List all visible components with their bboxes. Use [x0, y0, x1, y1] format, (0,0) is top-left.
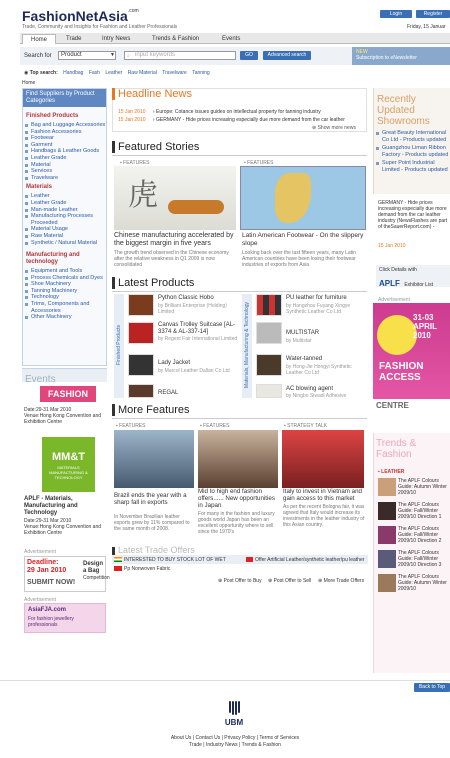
- materials-label-bar: [242, 294, 252, 398]
- post-sell-label: Post Offer to Sell: [273, 578, 312, 584]
- leather-label-text: LEATHER: [381, 469, 405, 475]
- sidebar-item[interactable]: Process Chemicals and Dyes: [23, 275, 106, 282]
- search-label: Search for: [24, 53, 52, 59]
- more-features-title: More Features: [118, 404, 190, 416]
- recent-showrooms-title: Recently Updated Showrooms: [377, 94, 430, 127]
- back-to-top-button[interactable]: Back to Top: [414, 683, 450, 692]
- aplf-top-text: Click Details with: [379, 267, 417, 273]
- newsletter-banner[interactable]: [352, 47, 450, 65]
- ad-centre: CENTRE: [373, 399, 450, 413]
- event-logo-fashion[interactable]: FASHION: [40, 386, 96, 402]
- product-thumb-pu[interactable]: [256, 294, 282, 316]
- post-icon: ⊕: [268, 578, 274, 584]
- showroom-item[interactable]: Guangzhou Liman Ribbon Factory - Products updated: [374, 145, 450, 158]
- ad-design: Design: [83, 561, 104, 567]
- category-sidebar: [22, 88, 107, 366]
- events-title: Events: [25, 374, 56, 385]
- login-button[interactable]: Login: [380, 10, 412, 18]
- product-name[interactable]: Python Classic Hobo: [158, 295, 214, 301]
- arrow-icon: ◉: [24, 70, 30, 76]
- trends-title: Trends & Fashion: [376, 438, 417, 460]
- sidebar-item[interactable]: Man-made Leather: [23, 207, 106, 214]
- materials-vlabel: Materials, Manufacturing & Technology: [244, 301, 250, 389]
- ubm-logo-icon: [226, 700, 242, 716]
- top-search-term[interactable]: Raw Material: [127, 70, 157, 76]
- finished-products-list: [23, 122, 106, 181]
- trade-title-clip: [118, 546, 368, 555]
- product-thumb-suitcase[interactable]: [128, 322, 154, 344]
- show-more-label: Show more news: [317, 125, 356, 131]
- post-offer-buy[interactable]: [218, 578, 262, 584]
- ad-dates: 31-03 APRIL 2010: [413, 313, 437, 340]
- product-name[interactable]: MULTISTAR: [286, 330, 320, 336]
- product-thumb-jacket[interactable]: [128, 354, 154, 376]
- flag-icon: [114, 557, 122, 562]
- footer-links-secondary[interactable]: Trade | Industry News | Trends & Fashion: [189, 742, 281, 748]
- product-name[interactable]: AC blowing agent: [286, 386, 334, 392]
- ad-fashion-access: FASHION ACCESS: [379, 361, 424, 383]
- trend-thumb[interactable]: [378, 574, 396, 592]
- plus-icon: ⊕: [312, 125, 318, 131]
- sidebar-item[interactable]: Leather Grade: [23, 155, 106, 162]
- feature-label: ▪ FEATURES: [116, 423, 146, 429]
- feature-label: ▪ FEATURES: [200, 423, 230, 429]
- story-title[interactable]: Chinese manufacturing accelerated by the biggest margin in five years: [114, 232, 234, 247]
- search-category-select[interactable]: [58, 51, 116, 60]
- sidebar-item[interactable]: Manufacturing Processes Proceeded: [23, 213, 106, 226]
- tab-trade[interactable]: Trade: [66, 36, 82, 42]
- product-supplier: by Regent Fair International Limited: [158, 336, 238, 342]
- top-search: [24, 70, 210, 76]
- trend-thumb[interactable]: [378, 550, 396, 568]
- search-go-button[interactable]: GO: [240, 51, 258, 60]
- more-features-accent: [112, 404, 115, 416]
- sidebar-item[interactable]: Services: [23, 168, 106, 175]
- news-date: 15 Jan 2010: [118, 117, 146, 123]
- story-body: Looking back over the last fifteen years, many Latin American countries have been losing their footwear industries of exports from Asia: [242, 250, 356, 268]
- map-shape: [275, 173, 311, 223]
- sidebar-item[interactable]: Fashion Accessories: [23, 129, 106, 136]
- product-supplier: by Ningbo Siwadi Adhesive: [286, 393, 347, 399]
- event-date: Date:29-31 Mar 2010: [24, 407, 72, 413]
- top-search-term[interactable]: Travelware: [162, 70, 187, 76]
- product-name[interactable]: Lady Jacket: [158, 360, 191, 366]
- news-text: GERMANY - Hide prices increasing especially due more demand from the car leather: [155, 117, 345, 123]
- ad-submit: SUBMIT NOW!: [27, 579, 76, 586]
- events-header: [22, 368, 107, 385]
- news-item[interactable]: [118, 117, 366, 123]
- trend-thumb[interactable]: [378, 502, 396, 520]
- sidebar-item[interactable]: Shoe Machinery: [23, 281, 106, 288]
- product-thumb-bag[interactable]: [128, 294, 154, 316]
- sidebar-item[interactable]: Other Machinery: [23, 314, 106, 321]
- ad-label: Advertisement: [24, 549, 56, 555]
- flag-icon: [114, 566, 122, 571]
- recent-showroom-list: [374, 130, 450, 174]
- asiafja-ad[interactable]: [24, 603, 106, 633]
- newsflash-date: 15 Jan 2010: [378, 243, 406, 249]
- sidebar-item[interactable]: Technology: [23, 294, 106, 301]
- features-label: ▪ FEATURES: [244, 160, 274, 166]
- ad-competition: Competition: [83, 575, 110, 581]
- product-supplier: by Hong-Jie Hongyi Synthetic Leather Co Ltd: [286, 364, 352, 376]
- headline-title: Headline News: [118, 88, 192, 100]
- sidebar-item[interactable]: Footwear: [23, 135, 106, 142]
- search-icon: ⌕: [127, 53, 130, 59]
- new-badge: NEW: [356, 49, 368, 55]
- asiafja-logo: AsiaFJA.com: [28, 607, 67, 613]
- product-thumb-water-tanned[interactable]: [256, 354, 282, 376]
- feature-label: ▪ STRATEGY TALK: [284, 423, 328, 429]
- featured-title: Featured Stories: [118, 141, 200, 153]
- trend-item[interactable]: The APLF Colours Guide: Fall/Winter 2009/10 Direction 2: [398, 526, 442, 544]
- ad-label: Advertisement: [24, 597, 56, 603]
- showroom-item[interactable]: Super Point Industrial Limited - Products updated: [374, 160, 450, 173]
- ad-bag: a Bag: [83, 568, 100, 574]
- sidebar-item[interactable]: Leather: [23, 193, 106, 200]
- ad-deadline: Deadline:: [27, 559, 59, 566]
- top-search-label: Top search:: [29, 70, 58, 76]
- story-body: The growth trend observed in the Chinese economy after the relative weakness in Q1 2009 is now consolidated: [114, 250, 229, 268]
- feature-image-italy[interactable]: [282, 430, 364, 488]
- design-bag-ad[interactable]: [24, 556, 110, 592]
- asiafja-text: For fashion jewellery professionals: [28, 616, 74, 628]
- sidebar-item[interactable]: Handbags & Leather Goods: [23, 148, 106, 155]
- product-thumb-regal[interactable]: [128, 384, 154, 398]
- trend-item[interactable]: The APLF Colours Guide: Fall/Winter 2009/10 Direction 3: [398, 550, 442, 568]
- trade-accent: [112, 547, 115, 555]
- chevron-down-icon: ▼: [110, 52, 115, 58]
- ubm-logo: UBM: [224, 718, 244, 727]
- sidebar-item[interactable]: Synthetic / Natural Material: [23, 240, 106, 247]
- advanced-search-button[interactable]: Advanced search: [263, 51, 311, 60]
- story-title[interactable]: Latin American Footwear - On the slippery slope: [242, 232, 364, 247]
- sidebar-title: Find Suppliers by Product Categories: [23, 89, 106, 107]
- sidebar-item[interactable]: Tanning Machinery: [23, 288, 106, 295]
- mmt-logo-text: MM&T: [52, 451, 85, 463]
- trend-thumb[interactable]: [378, 478, 396, 496]
- story-image-china[interactable]: [114, 166, 236, 230]
- tiger-glyph: 虎: [128, 179, 158, 212]
- footer-divider: [0, 680, 450, 681]
- showroom-item[interactable]: Great Beauty International Co Ltd - Products updated: [374, 130, 450, 143]
- feature-title[interactable]: Mid to high end fashion offers...... New opportunities in Japan: [198, 488, 275, 510]
- features-label-text: FEATURES: [123, 160, 150, 166]
- trend-item[interactable]: The APLF Colours Guide: Autumn Winter 2009/10: [398, 478, 447, 496]
- event-title[interactable]: APLF - Materials, Manufacturing and Technology: [24, 496, 78, 516]
- product-thumb-ac[interactable]: [256, 384, 282, 398]
- aplf-logo: APLF: [379, 279, 400, 288]
- news-text: Europe: Cotance issues guides on intellectual property for tanning industry: [155, 109, 321, 115]
- trend-item[interactable]: The APLF Colours Guide: Autumn Winter 2009/10: [398, 574, 447, 592]
- register-button[interactable]: Register: [416, 10, 450, 18]
- footer-links[interactable]: About Us | Contact Us | Privacy Policy | Terms of Services: [170, 735, 300, 741]
- trade-offer-text[interactable]: Pp Nonwoven Fabric: [124, 566, 171, 572]
- news-item[interactable]: [118, 109, 366, 115]
- feature-body: In November Brazilian leather exports grew by 11% compared to the same month of 2008.: [114, 514, 190, 532]
- headline-accent: [112, 88, 115, 100]
- product-thumb-multistar[interactable]: [256, 322, 282, 344]
- search-placeholder: input keywords: [135, 52, 176, 58]
- trend-item[interactable]: The APLF Colours Guide: Fall/Winter 2009/10 Direction 1: [398, 502, 442, 520]
- top-search-term[interactable]: Leather: [105, 70, 123, 76]
- top-search-term[interactable]: Handbag: [63, 70, 84, 76]
- mmt-logo-sub: MATERIALS MANUFACTURING & TECHNOLOGY: [49, 465, 88, 480]
- event-venue: Venue:Hong Kong Convention and Exhibition Centre: [24, 413, 102, 425]
- event-logo-mmt[interactable]: [42, 437, 95, 492]
- product-name[interactable]: Water-tanned: [286, 356, 323, 362]
- feature-title[interactable]: Brazil ends the year with a sharp fall in exports: [114, 492, 187, 507]
- manufacturing-heading: Manufacturing and technology: [26, 252, 80, 266]
- feature-label-text: FEATURES: [203, 423, 230, 429]
- feature-body: As per the recent Bologna fair, it was agreed that Italy would increase its investments in the leather industry of this Asian country.: [283, 504, 365, 528]
- product-supplier: by Multistar: [286, 338, 312, 344]
- featured-accent: [112, 141, 115, 153]
- sidebar-item[interactable]: Material: [23, 162, 106, 169]
- more-trade-offers[interactable]: [318, 578, 364, 584]
- ad-yellow-circle: [377, 315, 417, 355]
- tab-home[interactable]: Home: [22, 34, 56, 44]
- aplf-sub: Exhibitor List: [404, 282, 433, 288]
- fashion-access-ad[interactable]: [373, 303, 450, 413]
- show-more-news[interactable]: [312, 125, 356, 131]
- product-supplier: by Brilliant Enterprise (Holding) Limited: [158, 303, 227, 315]
- logo-suffix: .com: [127, 8, 139, 14]
- flag-icon: [246, 557, 253, 562]
- sidebar-item[interactable]: Trims, Components and Accessories: [23, 301, 106, 314]
- breadcrumb: Home: [22, 80, 36, 86]
- tiger-shape: [168, 200, 224, 214]
- feature-image-japan[interactable]: [198, 430, 278, 488]
- top-search-term[interactable]: Tanning: [192, 70, 210, 76]
- trend-thumb[interactable]: [378, 526, 396, 544]
- features-label: ▪ FEATURES: [120, 160, 150, 166]
- top-search-term[interactable]: Fash: [88, 70, 100, 76]
- finished-label-bar: [114, 294, 124, 398]
- ad-label: Advertisement: [378, 297, 410, 303]
- date-display: Friday, 15 Januar: [407, 24, 446, 30]
- sidebar-item[interactable]: Material Usage: [23, 226, 106, 233]
- search-category-value: Product: [61, 52, 82, 58]
- bullet-icon: ›: [152, 117, 155, 123]
- finished-products-heading: Finished Products: [26, 113, 79, 119]
- recent-showrooms: [373, 88, 450, 194]
- latest-accent: [112, 277, 115, 289]
- aplf-exhibitor-banner[interactable]: [376, 265, 450, 287]
- features-label-text: FEATURES: [247, 160, 274, 166]
- trade-offer-text[interactable]: Offer Artificial Leather/synthetic leather/pu leather: [255, 557, 365, 563]
- feature-image-brazil[interactable]: [114, 430, 194, 488]
- feature-label-text: FEATURES: [119, 423, 146, 429]
- feature-label-text: STRATEGY TALK: [287, 423, 328, 429]
- product-name[interactable]: PU leather for furniture: [286, 295, 347, 301]
- sidebar-item[interactable]: Travelware: [23, 175, 106, 182]
- feature-title[interactable]: Italy to invest in Vietnam and gain access to this market: [283, 488, 362, 503]
- finished-products-vlabel: Finished Products: [116, 324, 122, 366]
- product-name[interactable]: Canvas Trolley Suitcase [AL-3374 & AL-337-14]: [158, 322, 236, 335]
- product-supplier: by Marcol Leather Dallan Co Ltd: [158, 368, 230, 374]
- post-icon: ⊕: [218, 578, 224, 584]
- sidebar-item[interactable]: Equipment and Tools: [23, 268, 106, 275]
- tab-industry-news[interactable]: Intry News: [102, 36, 131, 42]
- sidebar-item[interactable]: Bag and Luggage Accessories: [23, 122, 106, 129]
- story-image-map[interactable]: [240, 166, 366, 230]
- tab-trends-fashion[interactable]: Trends & Fashion: [152, 36, 200, 42]
- bullet-icon: ›: [152, 109, 155, 115]
- newsflash-text[interactable]: GERMANY - Hide prices increasing especially due more demand from the car leather industry (NewsFlashes are part of theSauerReport.com) -: [378, 200, 448, 230]
- sidebar-item[interactable]: Garment: [23, 142, 106, 149]
- post-buy-label: Post Offer to Buy: [223, 578, 262, 584]
- sidebar-item[interactable]: Raw Material: [23, 233, 106, 240]
- tab-events[interactable]: Events: [222, 36, 241, 42]
- ad-deadline-date: 29 Jan 2010: [27, 567, 67, 574]
- search-input[interactable]: [124, 51, 236, 60]
- product-supplier: by Hangzhou Fuyang Xingye Synthetic Leather Co Ltd: [286, 303, 351, 315]
- manufacturing-list: [23, 268, 106, 321]
- sidebar-item[interactable]: Leather Grade: [23, 200, 106, 207]
- materials-list: [23, 193, 106, 246]
- latest-products-title: Latest Products: [118, 277, 195, 289]
- trade-offer-text[interactable]: INTERESTED TO BUY STOCK LOT OF WET: [124, 557, 226, 563]
- newsletter-text: Subscription to eNewsletter: [356, 55, 417, 61]
- leather-label: ▪ LEATHER: [378, 469, 405, 475]
- feature-body: For many in the fashion and luxury goods world Japan has been an excellent opportunity where to sell since the 1970's: [198, 511, 275, 535]
- news-date: 15 Jan 2010: [118, 109, 146, 115]
- event-date: Date:29-31 Mar 2010: [24, 518, 72, 524]
- trade-offers-title: Latest Trade Offers: [118, 546, 195, 555]
- more-trade-label: More Trade Offers: [323, 578, 365, 584]
- tagline: Trade, Community and Insights for Fashion and Leather Professionals: [22, 24, 178, 30]
- logo-text: FashionNetAsia: [22, 8, 128, 24]
- materials-heading: Materials: [26, 184, 53, 191]
- more-icon: ⊕: [318, 578, 324, 584]
- event-venue: Venue:Hong Kong Convention and Exhibition Centre: [24, 524, 102, 536]
- post-offer-sell[interactable]: [268, 578, 311, 584]
- product-name[interactable]: REGAL: [158, 390, 179, 396]
